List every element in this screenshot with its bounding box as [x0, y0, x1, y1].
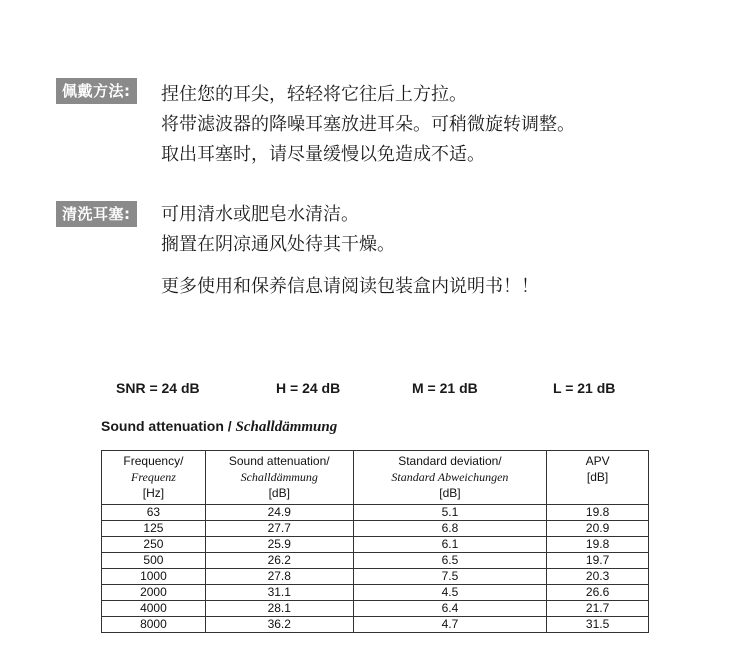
table-row — [102, 585, 649, 601]
header-frequency — [102, 451, 206, 505]
header-attenuation-unit: [dB] — [268, 486, 290, 500]
cell-frequency: 500 — [102, 553, 206, 569]
ratings-row — [0, 380, 750, 400]
cell-deviation: 6.4 — [353, 601, 547, 617]
cell-deviation: 6.1 — [353, 537, 547, 553]
snr-value: SNR = 24 dB — [116, 380, 200, 396]
cell-deviation: 7.5 — [353, 569, 547, 585]
h-value: H = 24 dB — [276, 380, 341, 396]
cell-attenuation: 25.9 — [205, 537, 353, 553]
cell-frequency: 1000 — [102, 569, 206, 585]
wearing-tag: 佩戴方法: — [56, 78, 137, 104]
attenuation-table — [101, 450, 649, 633]
header-deviation-unit: [dB] — [439, 486, 461, 500]
cell-attenuation: 27.8 — [205, 569, 353, 585]
cell-apv: 19.8 — [547, 505, 649, 521]
table-row — [102, 537, 649, 553]
cell-deviation: 5.1 — [353, 505, 547, 521]
cell-frequency: 2000 — [102, 585, 206, 601]
header-frequency-unit: [Hz] — [142, 486, 165, 500]
header-attenuation-de: Schalldämmung — [240, 470, 318, 484]
header-attenuation-en: Sound attenuation/ — [228, 454, 330, 468]
cell-frequency: 8000 — [102, 617, 206, 633]
cell-deviation: 6.5 — [353, 553, 547, 569]
header-apv — [547, 451, 649, 505]
cell-frequency: 250 — [102, 537, 206, 553]
cell-frequency: 63 — [102, 505, 206, 521]
m-value: M = 21 dB — [412, 380, 478, 396]
cell-attenuation: 31.1 — [205, 585, 353, 601]
cell-apv: 20.9 — [547, 521, 649, 537]
table-header-row — [102, 451, 649, 505]
wearing-line-1: 捏住您的耳尖，轻轻将它往后上方拉。 — [161, 84, 467, 105]
table-row — [102, 569, 649, 585]
info-note: 更多使用和保养信息请阅读包装盒内说明书！！ — [161, 276, 539, 297]
cell-attenuation: 27.7 — [205, 521, 353, 537]
cell-apv: 31.5 — [547, 617, 649, 633]
cell-attenuation: 26.2 — [205, 553, 353, 569]
cell-frequency: 125 — [102, 521, 206, 537]
cell-deviation: 4.5 — [353, 585, 547, 601]
table-row — [102, 617, 649, 633]
header-frequency-en: Frequency/ — [123, 454, 184, 468]
cell-attenuation: 24.9 — [205, 505, 353, 521]
table-title-main: Sound attenuation / — [101, 418, 236, 434]
header-deviation — [353, 451, 547, 505]
cell-apv: 21.7 — [547, 601, 649, 617]
cell-apv: 20.3 — [547, 569, 649, 585]
cell-attenuation: 28.1 — [205, 601, 353, 617]
wearing-line-2: 将带滤波器的降噪耳塞放进耳朵。可稍微旋转调整。 — [161, 114, 575, 135]
table-title — [101, 418, 337, 436]
table-row — [102, 521, 649, 537]
wearing-line-3: 取出耳塞时，请尽量缓慢以免造成不适。 — [161, 144, 485, 165]
header-frequency-de: Frequenz — [130, 470, 176, 484]
cleaning-line-1: 可用清水或肥皂水清洁。 — [161, 204, 359, 225]
cell-deviation: 4.7 — [353, 617, 547, 633]
cleaning-tag: 清洗耳塞: — [56, 201, 137, 227]
cell-apv: 19.7 — [547, 553, 649, 569]
header-deviation-de: Standard Abweichungen — [391, 470, 509, 484]
cleaning-line-2: 搁置在阴凉通风处待其干燥。 — [161, 234, 395, 255]
table-title-italic: Schalldämmung — [235, 419, 338, 435]
table-row — [102, 505, 649, 521]
header-attenuation — [205, 451, 353, 505]
l-value: L = 21 dB — [553, 380, 616, 396]
table-row — [102, 601, 649, 617]
cell-attenuation: 36.2 — [205, 617, 353, 633]
cell-apv: 26.6 — [547, 585, 649, 601]
header-apv-unit: [dB] — [586, 470, 609, 484]
cell-frequency: 4000 — [102, 601, 206, 617]
table-body — [102, 505, 649, 633]
cell-deviation: 6.8 — [353, 521, 547, 537]
header-deviation-en: Standard deviation/ — [398, 454, 502, 468]
cell-apv: 19.8 — [547, 537, 649, 553]
header-apv-label: APV — [585, 454, 610, 468]
table-row — [102, 553, 649, 569]
